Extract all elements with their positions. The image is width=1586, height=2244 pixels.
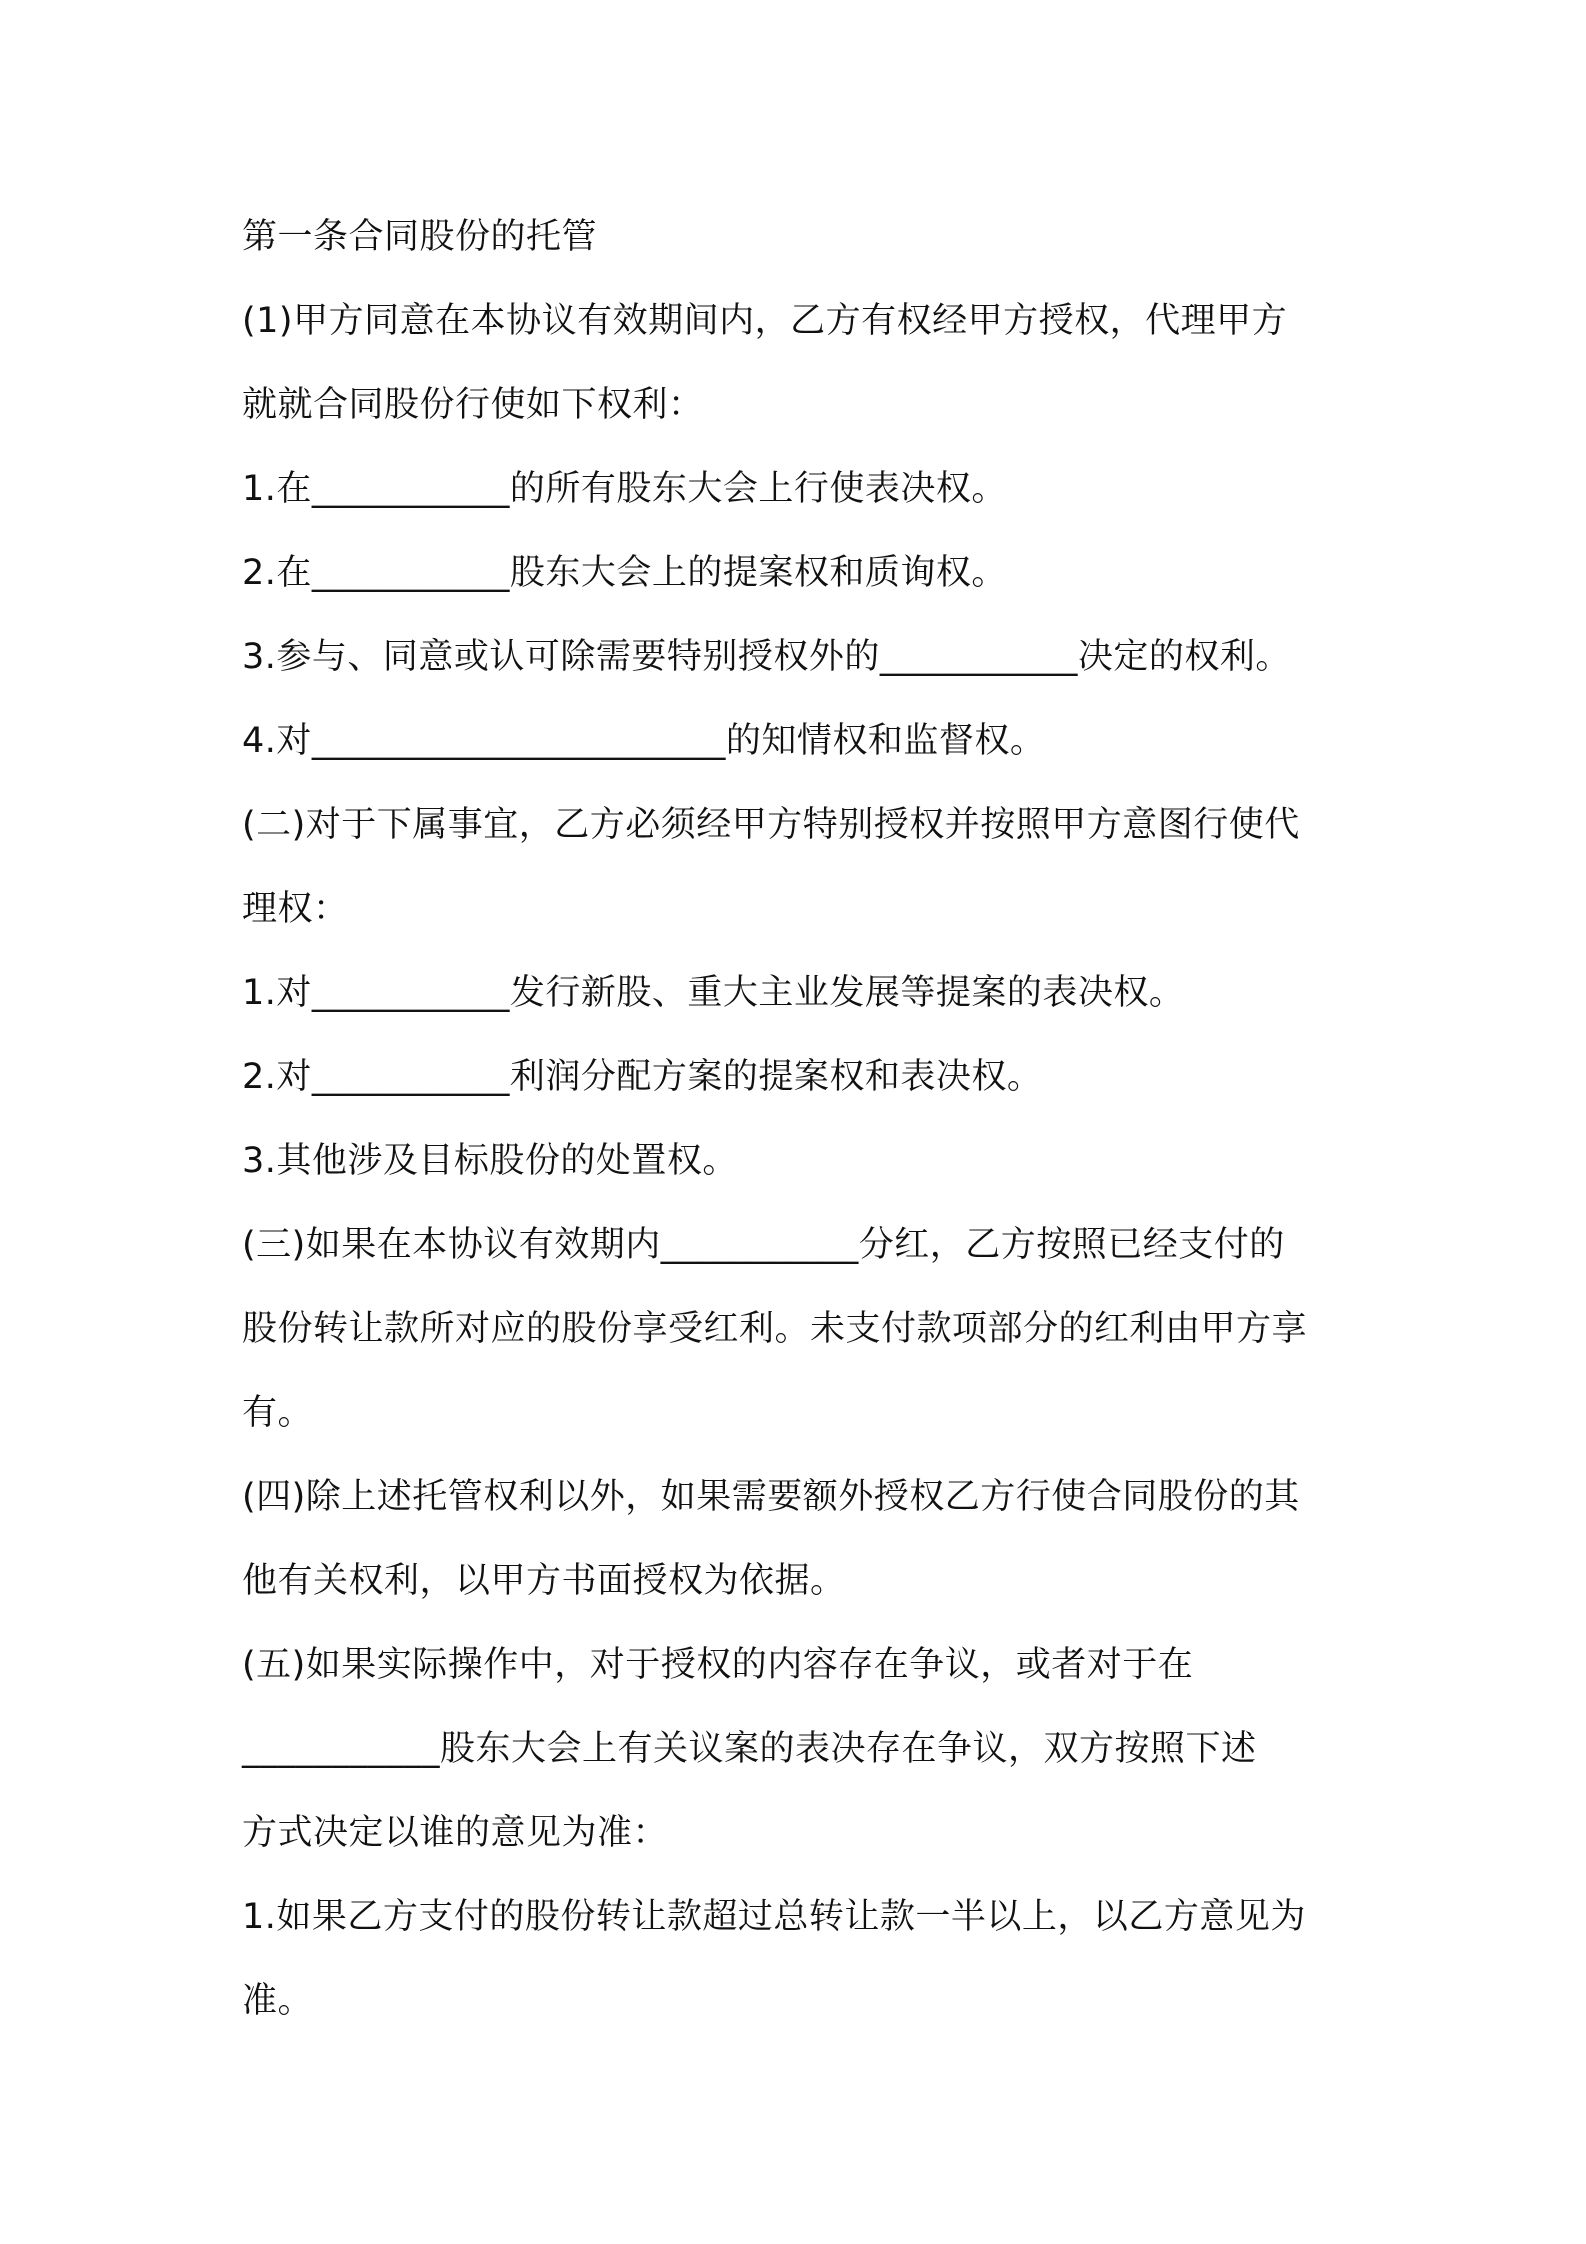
list-item: 1.在___________的所有股东大会上行使表决权。 (242, 469, 1007, 509)
list-item: 1.对___________发行新股、重大主业发展等提案的表决权。 (242, 973, 1185, 1013)
paragraph-line: (1)甲方同意在本协议有效期间内，乙方有权经甲方授权，代理甲方 (242, 301, 1288, 341)
list-item: 2.在___________股东大会上的提案权和质询权。 (242, 553, 1007, 593)
document-page (242, 195, 1357, 2043)
paragraph-line: 方式决定以谁的意见为准： (242, 1813, 669, 1853)
paragraph-line: 就就合同股份行使如下权利： (242, 385, 704, 425)
list-item: 1.如果乙方支付的股份转让款超过总转让款一半以上，以乙方意见为 (242, 1897, 1306, 1937)
list-item: 3.其他涉及目标股份的处置权。 (242, 1141, 738, 1181)
paragraph-line: (二)对于下属事宜，乙方必须经甲方特别授权并按照甲方意图行使代 (242, 805, 1300, 845)
section-heading: 第一条合同股份的托管 (242, 217, 598, 257)
paragraph-line: 理权： (242, 889, 349, 929)
paragraph-line: (四)除上述托管权利以外，如果需要额外授权乙方行使合同股份的其 (242, 1477, 1300, 1517)
paragraph-line: (五)如果实际操作中，对于授权的内容存在争议，或者对于在 (242, 1645, 1194, 1685)
paragraph-line: (三)如果在本协议有效期内___________分红，乙方按照已经支付的 (242, 1225, 1285, 1265)
paragraph-line: ___________股东大会上有关议案的表决存在争议，双方按照下述 (242, 1729, 1257, 1769)
paragraph-line: 有。 (242, 1393, 314, 1433)
list-item: 2.对___________利润分配方案的提案权和表决权。 (242, 1057, 1043, 1097)
paragraph-line: 股份转让款所对应的股份享受红利。未支付款项部分的红利由甲方享 (242, 1309, 1308, 1349)
list-item: 3.参与、同意或认可除需要特别授权外的___________决定的权利。 (242, 637, 1291, 677)
paragraph-line: 他有关权利，以甲方书面授权为依据。 (242, 1561, 846, 1601)
list-item: 4.对_______________________的知情权和监督权。 (242, 721, 1046, 761)
list-item: 准。 (242, 1981, 314, 2021)
